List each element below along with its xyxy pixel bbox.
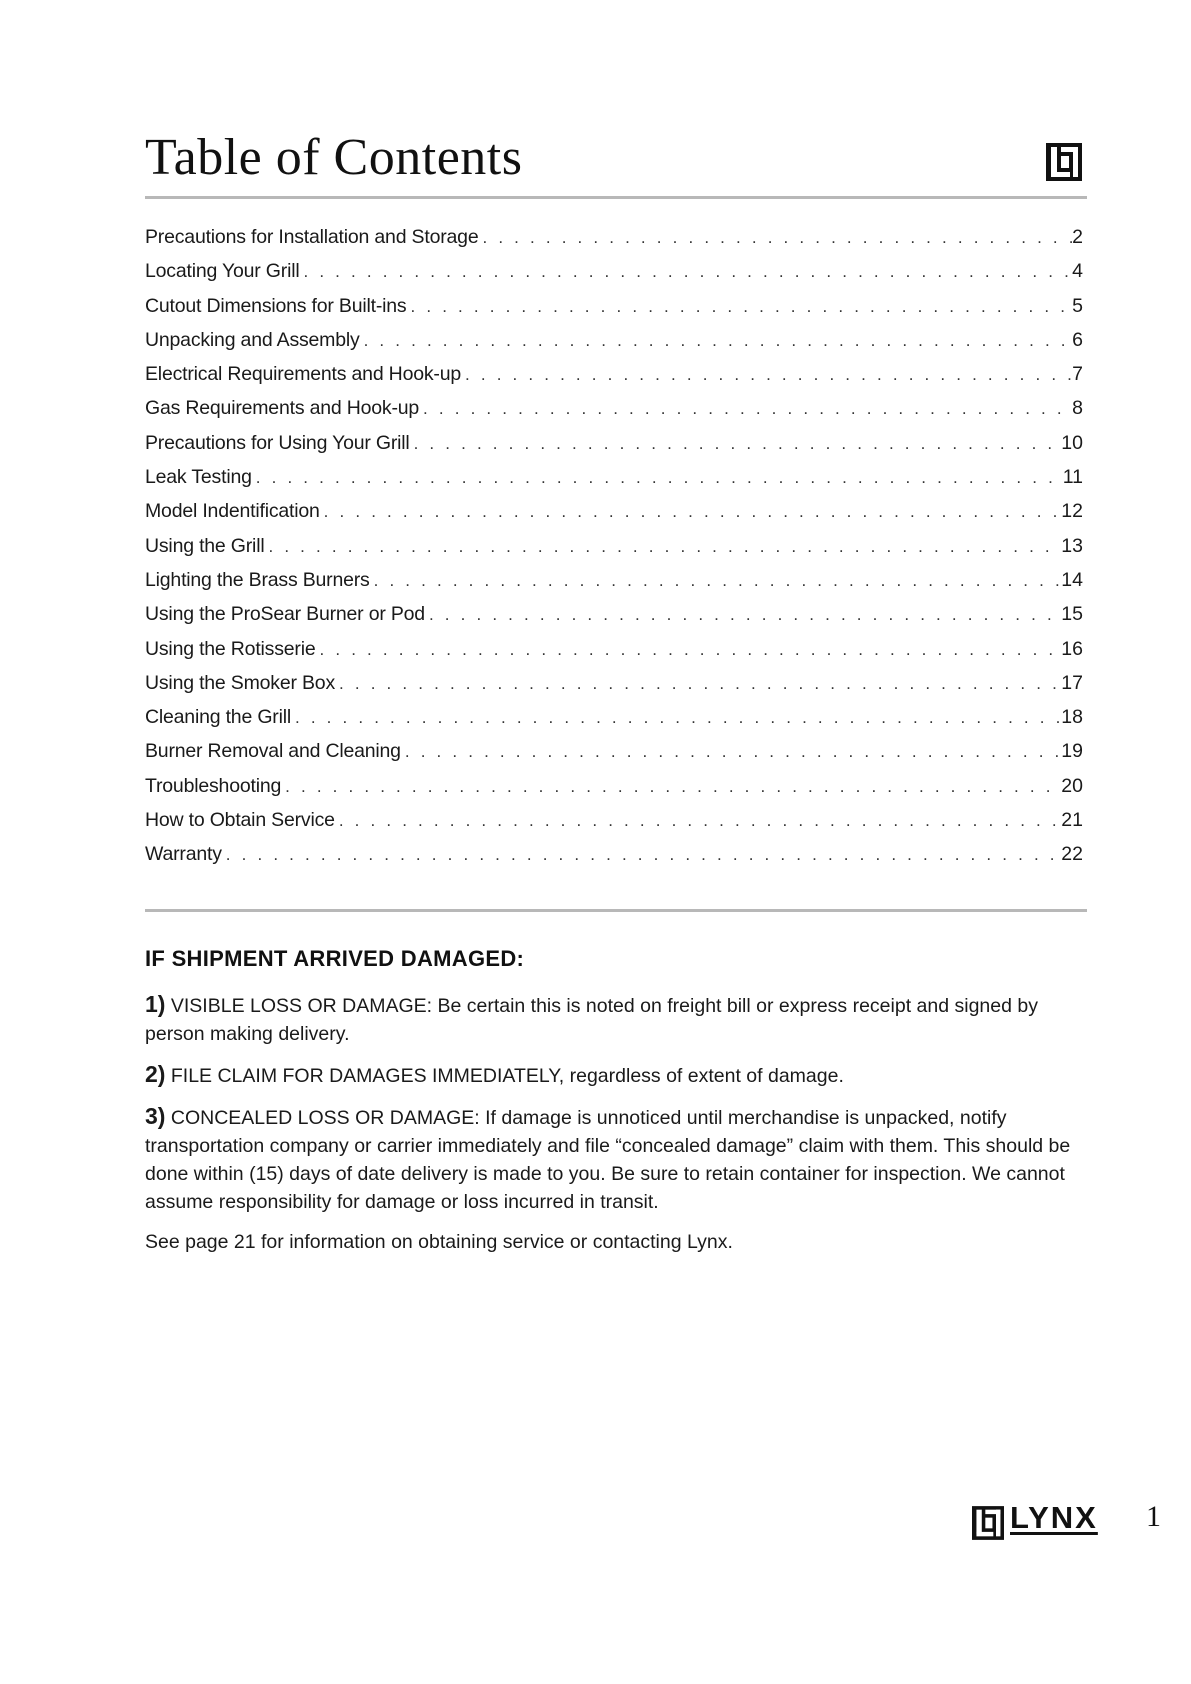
toc-entry-label: Using the ProSear Burner or Pod <box>145 603 425 626</box>
section-rule <box>145 909 1087 912</box>
toc-entry[interactable] <box>145 426 1083 460</box>
toc-entry-page: 5 <box>1072 294 1083 317</box>
toc-entry-label: Precautions for Using Your Grill <box>145 431 410 454</box>
toc-leader-dots <box>425 598 1061 632</box>
toc-entry-page: 10 <box>1061 431 1083 454</box>
header-rule <box>145 196 1087 199</box>
toc-entry-page: 17 <box>1061 671 1083 694</box>
toc-entry-page: 18 <box>1061 706 1083 729</box>
page-title: Table of Contents <box>145 129 523 186</box>
toc-entry-label: Troubleshooting <box>145 774 282 797</box>
toc-entry-label: Unpacking and Assembly <box>145 328 360 351</box>
toc-entry-page: 11 <box>1062 466 1083 489</box>
toc-entry[interactable] <box>145 529 1083 563</box>
toc-entry-label: Electrical Requirements and Hook-up <box>145 363 461 386</box>
shipment-item <box>145 1102 1080 1216</box>
toc-entry[interactable] <box>145 666 1083 700</box>
toc-entry-label: Model Indentification <box>145 500 320 523</box>
toc-leader-dots <box>478 221 1072 255</box>
lynx-logo-icon <box>1046 143 1082 181</box>
shipment-heading: IF SHIPMENT ARRIVED DAMAGED: <box>145 946 525 971</box>
toc-leader-dots <box>419 392 1072 426</box>
toc-entry[interactable] <box>145 254 1083 288</box>
toc-entry[interactable] <box>145 494 1083 528</box>
toc-leader-dots <box>299 255 1072 289</box>
toc-entry-page: 2 <box>1072 226 1083 248</box>
toc-entry-label: Burner Removal and Cleaning <box>145 740 401 763</box>
toc-entry-label: Using the Grill <box>145 534 265 557</box>
toc-entry-page: 21 <box>1061 809 1083 832</box>
item-number: 3) <box>145 1103 166 1129</box>
toc-leader-dots <box>320 495 1062 529</box>
toc-entry[interactable] <box>145 700 1083 734</box>
item-text: CONCEALED LOSS OR DAMAGE: If damage is unnoticed until merchandise is unpacked, notify transportation company or carrier immediately and file “concealed damage” claim with them. This should be done within (15) days of date delivery is made to you. Be sure to retain container for inspection. We cannot assume responsibility for damage or loss incurred in transit. <box>145 1107 1071 1213</box>
lynx-brand-icon <box>972 1506 1004 1540</box>
toc-entry-label: Cleaning the Grill <box>145 706 291 729</box>
toc-leader-dots <box>291 701 1061 735</box>
toc-entry-label: Cutout Dimensions for Built-ins <box>145 294 407 317</box>
item-text: FILE CLAIM FOR DAMAGES IMMEDIATELY, regardless of extent of damage. <box>170 1065 844 1087</box>
toc-entry-page: 6 <box>1072 328 1083 351</box>
toc-entry-label: Lighting the Brass Burners <box>145 568 370 591</box>
toc-entry-page: 4 <box>1072 260 1083 283</box>
toc-entry-page: 20 <box>1061 774 1083 797</box>
toc-leader-dots <box>410 427 1062 461</box>
toc-entry[interactable] <box>145 357 1083 391</box>
toc-leader-dots <box>252 461 1063 495</box>
toc-entry-label: How to Obtain Service <box>145 809 335 832</box>
toc-entry-label: Using the Rotisserie <box>145 637 316 660</box>
toc-leader-dots <box>407 290 1073 324</box>
toc-entry-page: 13 <box>1061 534 1083 557</box>
toc-entry-page: 8 <box>1072 397 1083 420</box>
toc-leader-dots <box>335 804 1061 838</box>
toc-entry[interactable] <box>145 734 1083 768</box>
toc-entry[interactable] <box>145 460 1083 494</box>
toc-entry[interactable] <box>145 837 1083 871</box>
toc-entry-page: 14 <box>1061 568 1083 591</box>
toc-leader-dots <box>401 735 1061 769</box>
toc-entry[interactable] <box>145 632 1083 666</box>
item-text: VISIBLE LOSS OR DAMAGE: Be certain this is noted on freight bill or express receipt and signed by person making delivery. <box>145 995 1038 1045</box>
toc-entry[interactable] <box>145 803 1083 837</box>
toc-leader-dots <box>370 564 1062 598</box>
toc-entry-page: 7 <box>1072 363 1083 386</box>
toc-leader-dots <box>360 324 1073 358</box>
toc-entry[interactable] <box>145 597 1083 631</box>
toc-list <box>145 220 1083 872</box>
toc-entry-page: 15 <box>1061 603 1083 626</box>
toc-leader-dots <box>222 838 1062 872</box>
shipment-item <box>145 990 1080 1048</box>
toc-entry[interactable] <box>145 563 1083 597</box>
toc-entry-label: Using the Smoker Box <box>145 671 336 694</box>
toc-entry[interactable] <box>145 323 1083 357</box>
toc-entry-page: 12 <box>1061 500 1083 523</box>
toc-entry-page: 19 <box>1061 740 1083 763</box>
toc-entry[interactable] <box>145 391 1083 425</box>
shipment-item <box>145 1060 1080 1090</box>
toc-entry-label: Locating Your Grill <box>145 260 300 283</box>
toc-leader-dots <box>264 530 1061 564</box>
item-number: 1) <box>145 991 166 1017</box>
toc-entry-page: 16 <box>1061 637 1083 660</box>
toc-entry-label: Precautions for Installation and Storage <box>145 226 479 248</box>
toc-entry-label: Leak Testing <box>145 466 252 489</box>
toc-leader-dots <box>316 633 1062 667</box>
toc-entry[interactable] <box>145 220 1083 254</box>
toc-entry[interactable] <box>145 769 1083 803</box>
item-number: 2) <box>145 1061 166 1087</box>
toc-entry-label: Gas Requirements and Hook-up <box>145 397 420 420</box>
toc-leader-dots <box>461 358 1072 392</box>
toc-leader-dots <box>335 667 1061 701</box>
page-number: 1 <box>1146 1500 1161 1533</box>
service-note: See page 21 for information on obtaining service or contacting Lynx. <box>145 1231 733 1253</box>
toc-leader-dots <box>281 770 1061 804</box>
shipment-instructions <box>145 990 1080 1268</box>
toc-entry-page: 22 <box>1061 843 1083 866</box>
brand-name: LYNX <box>1010 1500 1098 1535</box>
toc-entry-label: Warranty <box>145 843 222 866</box>
toc-entry[interactable] <box>145 289 1083 323</box>
